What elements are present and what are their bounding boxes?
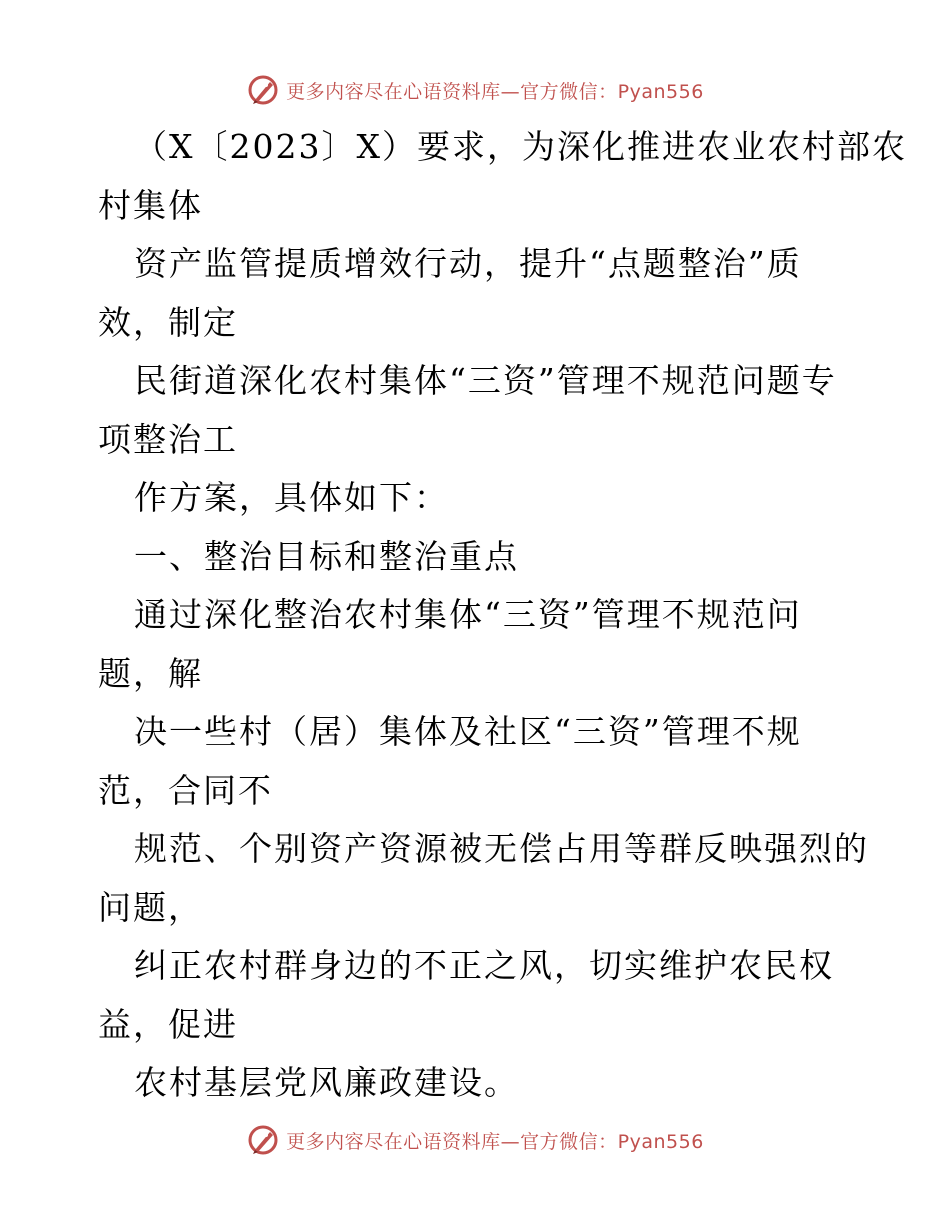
- text-line: 作方案，具体如下：: [134, 478, 449, 517]
- text-line: 范，合同不: [98, 770, 273, 810]
- text-line: 项整治工: [98, 419, 238, 459]
- text-line: 一、整治目标和整治重点: [134, 536, 519, 576]
- text-line: 规范、个别资产资源被无偿占用等群反映强烈的: [134, 829, 869, 868]
- text-line: （X〔2023〕X）要求，为深化推进农业农村部农: [134, 127, 907, 166]
- pen-logo-icon: [246, 73, 280, 107]
- text-line: 纠正农村群身边的不正之风，切实维护农民权: [134, 946, 834, 985]
- header-watermark: [0, 70, 950, 110]
- text-line: 问题，: [98, 887, 203, 927]
- text-line: 通过深化整治农村集体“三资”管理不规范问: [134, 595, 802, 634]
- text-line: 决一些村（居）集体及社区“三资”管理不规: [134, 712, 802, 751]
- text-line: 农村基层党风廉政建设。: [134, 1063, 519, 1102]
- document-body: [98, 118, 907, 1113]
- pen-logo-icon: [246, 1123, 280, 1157]
- text-line: 资产监管提质增效行动，提升“点题整治”质: [134, 244, 802, 283]
- text-line: 民街道深化农村集体“三资”管理不规范问题专: [134, 361, 837, 400]
- text-line: 题，解: [98, 653, 203, 693]
- text-line: 效，制定: [98, 302, 238, 342]
- watermark-text: 更多内容尽在心语资料库—官方微信：Pyan556: [286, 1130, 704, 1153]
- text-line: 益，促进: [98, 1004, 238, 1044]
- text-line: 村集体: [98, 185, 203, 225]
- footer-watermark: [0, 1120, 950, 1160]
- watermark-text: 更多内容尽在心语资料库—官方微信：Pyan556: [286, 80, 704, 103]
